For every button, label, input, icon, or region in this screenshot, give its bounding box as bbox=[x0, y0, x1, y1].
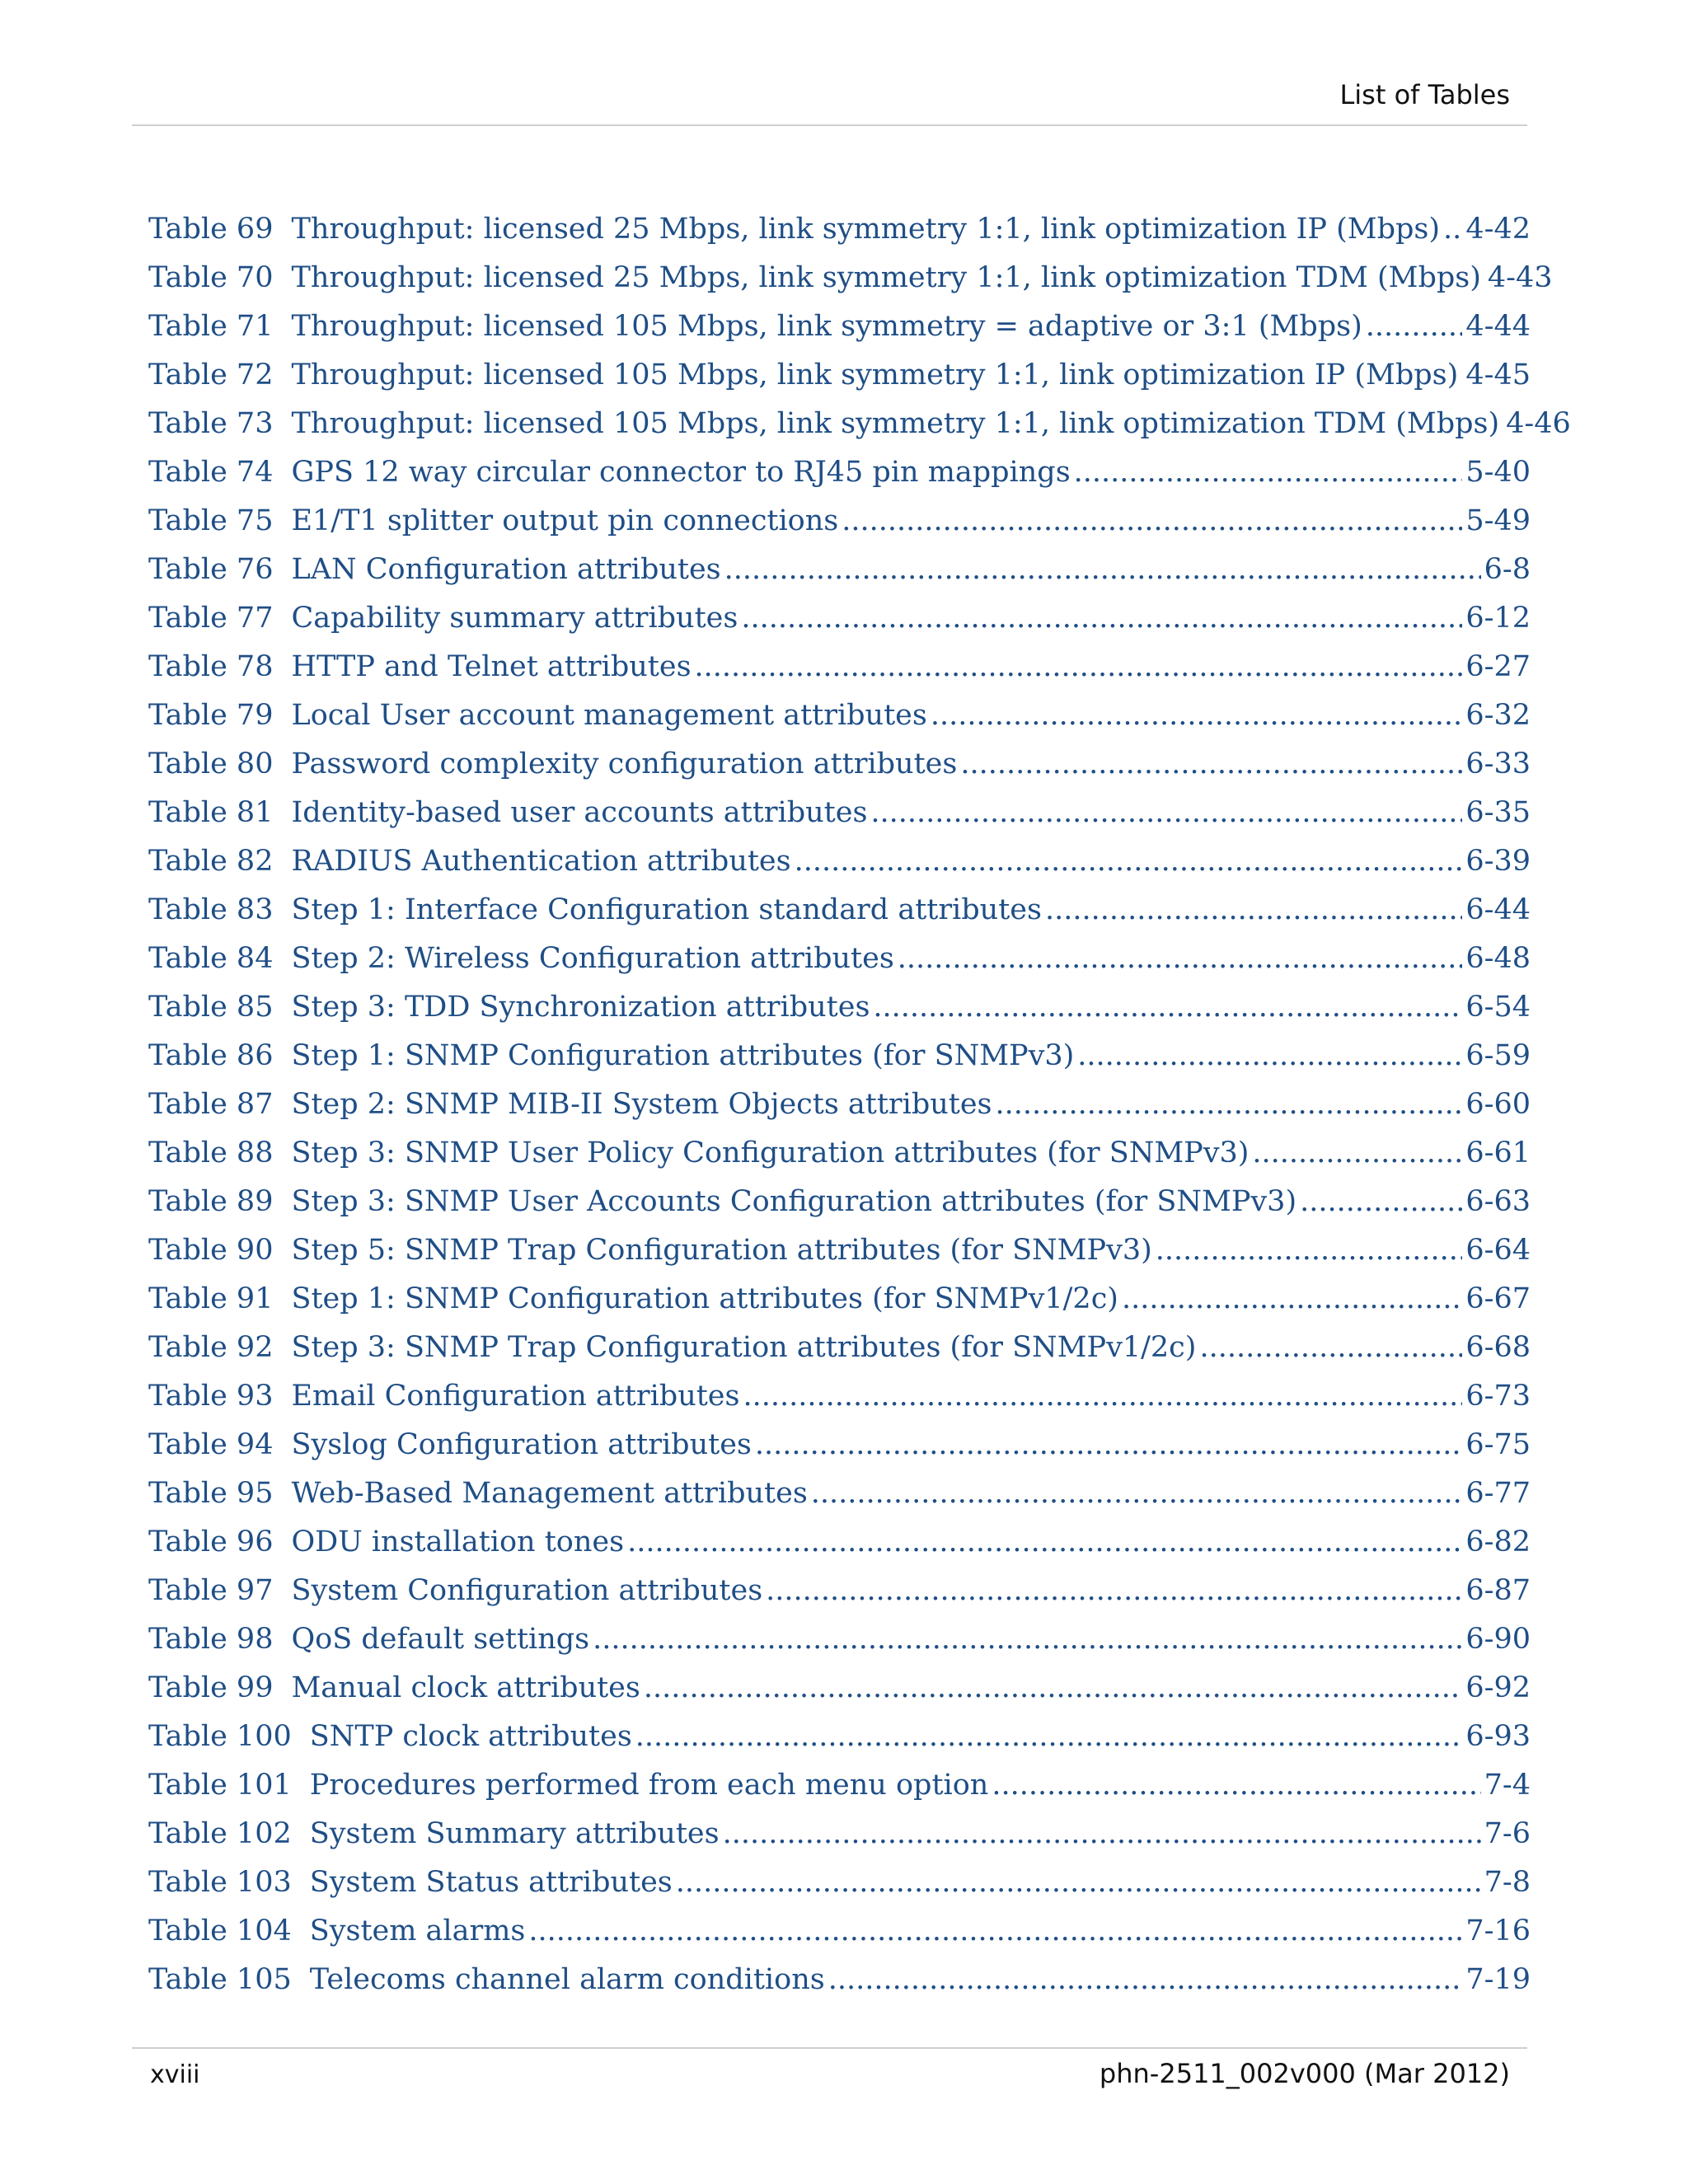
page-ref: 6-32 bbox=[1465, 699, 1531, 732]
table-number: Table 84 bbox=[148, 942, 274, 975]
footer-page-number: xviii bbox=[150, 2060, 200, 2089]
table-number: Table 98 bbox=[148, 1623, 274, 1656]
page-ref: 7-6 bbox=[1484, 1817, 1531, 1850]
page-ref: 6-93 bbox=[1465, 1720, 1531, 1753]
table-title: Throughput: licensed 105 Mbps, link symmetry 1:1, link optimization TDM (Mbps) bbox=[291, 407, 1500, 440]
toc-entry[interactable] bbox=[148, 310, 1531, 359]
table-title: Step 5: SNMP Trap Configuration attributes (for SNMPv3) bbox=[291, 1234, 1152, 1267]
table-number: Table 75 bbox=[148, 504, 274, 537]
page-ref: 6-67 bbox=[1465, 1282, 1531, 1315]
toc-entry[interactable] bbox=[148, 845, 1531, 893]
toc-entry[interactable] bbox=[148, 456, 1531, 504]
toc-entry[interactable] bbox=[148, 942, 1531, 991]
footer-divider bbox=[132, 2047, 1527, 2049]
table-number: Table 104 bbox=[148, 1915, 292, 1947]
toc-entry[interactable] bbox=[148, 1963, 1531, 2012]
table-title: QoS default settings bbox=[291, 1623, 590, 1656]
dot-leader bbox=[1122, 1282, 1462, 1315]
page-ref: 6-27 bbox=[1465, 650, 1531, 683]
toc-entry[interactable] bbox=[148, 1817, 1531, 1866]
table-title: GPS 12 way circular connector to RJ45 pin mappings bbox=[291, 456, 1071, 489]
table-number: Table 94 bbox=[148, 1428, 274, 1461]
table-number: Table 102 bbox=[148, 1817, 292, 1850]
table-title: Throughput: licensed 25 Mbps, link symmetry 1:1, link optimization TDM (Mbps) bbox=[291, 261, 1481, 294]
table-number: Table 76 bbox=[148, 553, 274, 586]
table-number: Table 101 bbox=[148, 1769, 292, 1802]
header-divider bbox=[132, 124, 1527, 126]
table-title: Step 3: SNMP User Policy Configuration attributes (for SNMPv3) bbox=[291, 1137, 1250, 1169]
page-ref: 6-90 bbox=[1465, 1623, 1531, 1656]
table-title: System Configuration attributes bbox=[291, 1574, 763, 1607]
table-number: Table 77 bbox=[148, 602, 274, 635]
dot-leader bbox=[1443, 213, 1462, 246]
table-title: Capability summary attributes bbox=[291, 602, 738, 635]
dot-leader bbox=[1461, 359, 1462, 391]
table-number: Table 69 bbox=[148, 213, 274, 246]
table-number: Table 80 bbox=[148, 748, 274, 780]
dot-leader bbox=[873, 991, 1462, 1024]
dot-leader bbox=[811, 1477, 1463, 1510]
table-number: Table 95 bbox=[148, 1477, 274, 1510]
toc-entry[interactable] bbox=[148, 1623, 1531, 1671]
table-title: LAN Configuration attributes bbox=[291, 553, 721, 586]
page-ref: 6-87 bbox=[1465, 1574, 1531, 1607]
dot-leader bbox=[1045, 893, 1462, 926]
dot-leader bbox=[695, 650, 1463, 683]
toc-entry[interactable] bbox=[148, 893, 1531, 942]
table-title: Step 3: SNMP Trap Configuration attributes (for SNMPv1/2c) bbox=[291, 1331, 1197, 1364]
table-title: Syslog Configuration attributes bbox=[291, 1428, 752, 1461]
toc-entry[interactable] bbox=[148, 1234, 1531, 1282]
table-number: Table 71 bbox=[148, 310, 274, 343]
page-header-title: List of Tables bbox=[1339, 79, 1510, 110]
table-title: Step 1: SNMP Configuration attributes (for SNMPv3) bbox=[291, 1039, 1075, 1072]
table-number: Table 70 bbox=[148, 261, 274, 294]
dot-leader bbox=[828, 1963, 1463, 1996]
toc-entry[interactable] bbox=[148, 699, 1531, 748]
dot-leader bbox=[1300, 1185, 1462, 1218]
table-title: Step 1: Interface Configuration standard attributes bbox=[291, 893, 1042, 926]
page-ref: 6-39 bbox=[1465, 845, 1531, 878]
toc-entry[interactable] bbox=[148, 261, 1553, 310]
toc-entry[interactable] bbox=[148, 1380, 1531, 1428]
dot-leader bbox=[755, 1428, 1462, 1461]
page-ref: 6-68 bbox=[1465, 1331, 1531, 1364]
toc-entry[interactable] bbox=[148, 602, 1531, 650]
dot-leader bbox=[1366, 310, 1463, 343]
table-title: Step 1: SNMP Configuration attributes (for SNMPv1/2c) bbox=[291, 1282, 1118, 1315]
table-number: Table 83 bbox=[148, 893, 274, 926]
table-title: E1/T1 splitter output pin connections bbox=[291, 504, 839, 537]
dot-leader bbox=[842, 504, 1462, 537]
dot-leader bbox=[992, 1769, 1480, 1802]
page-ref: 5-40 bbox=[1465, 456, 1531, 489]
page-ref: 6-92 bbox=[1465, 1671, 1531, 1704]
table-number: Table 87 bbox=[148, 1088, 274, 1121]
table-number: Table 96 bbox=[148, 1526, 274, 1558]
page-ref: 7-4 bbox=[1484, 1769, 1531, 1802]
dot-leader bbox=[723, 1817, 1481, 1850]
table-title: HTTP and Telnet attributes bbox=[291, 650, 692, 683]
table-number: Table 79 bbox=[148, 699, 274, 732]
page-ref: 7-16 bbox=[1465, 1915, 1531, 1947]
page-ref: 6-60 bbox=[1465, 1088, 1531, 1121]
footer-document-id: phn-2511_002v000 (Mar 2012) bbox=[1099, 2058, 1510, 2089]
page-ref: 4-43 bbox=[1487, 261, 1553, 294]
table-number: Table 103 bbox=[148, 1866, 292, 1899]
table-number: Table 85 bbox=[148, 991, 274, 1024]
page-ref: 6-73 bbox=[1465, 1380, 1531, 1413]
table-number: Table 78 bbox=[148, 650, 274, 683]
toc-entry[interactable] bbox=[148, 1574, 1531, 1623]
table-number: Table 93 bbox=[148, 1380, 274, 1413]
table-title: ODU installation tones bbox=[291, 1526, 625, 1558]
dot-leader bbox=[627, 1526, 1462, 1558]
dot-leader bbox=[931, 699, 1463, 732]
toc-entry[interactable] bbox=[148, 650, 1531, 699]
page-ref: 6-35 bbox=[1465, 796, 1531, 829]
page-ref: 4-42 bbox=[1465, 213, 1531, 246]
table-title: Identity-based user accounts attributes bbox=[291, 796, 868, 829]
table-number: Table 82 bbox=[148, 845, 274, 878]
table-title: Throughput: licensed 105 Mbps, link symmetry = adaptive or 3:1 (Mbps) bbox=[291, 310, 1362, 343]
table-number: Table 86 bbox=[148, 1039, 274, 1072]
table-number: Table 72 bbox=[148, 359, 274, 391]
toc-entry[interactable] bbox=[148, 1720, 1531, 1769]
table-title: Web-Based Management attributes bbox=[291, 1477, 808, 1510]
toc-entry[interactable] bbox=[148, 1282, 1531, 1331]
dot-leader bbox=[741, 602, 1462, 635]
table-number: Table 81 bbox=[148, 796, 274, 829]
dot-leader bbox=[960, 748, 1462, 780]
dot-leader bbox=[1199, 1331, 1462, 1364]
toc-entry[interactable] bbox=[148, 553, 1531, 602]
table-number: Table 91 bbox=[148, 1282, 274, 1315]
table-number: Table 90 bbox=[148, 1234, 274, 1267]
toc-entry[interactable] bbox=[148, 1039, 1531, 1088]
dot-leader bbox=[795, 845, 1463, 878]
page-ref: 6-48 bbox=[1465, 942, 1531, 975]
dot-leader bbox=[870, 796, 1462, 829]
table-title: System Summary attributes bbox=[309, 1817, 720, 1850]
page-ref: 5-49 bbox=[1465, 504, 1531, 537]
page-ref: 6-61 bbox=[1465, 1137, 1531, 1169]
table-number: Table 88 bbox=[148, 1137, 274, 1169]
toc-entry[interactable] bbox=[148, 1526, 1531, 1574]
table-title: Local User account management attributes bbox=[291, 699, 927, 732]
page-ref: 6-64 bbox=[1465, 1234, 1531, 1267]
page-ref: 6-33 bbox=[1465, 748, 1531, 780]
page-ref: 7-19 bbox=[1465, 1963, 1531, 1996]
table-title: Throughput: licensed 105 Mbps, link symmetry 1:1, link optimization IP (Mbps) bbox=[291, 359, 1459, 391]
dot-leader bbox=[676, 1866, 1481, 1899]
table-number: Table 74 bbox=[148, 456, 274, 489]
list-of-tables bbox=[148, 213, 1571, 2012]
toc-entry[interactable] bbox=[148, 796, 1531, 845]
table-title: Throughput: licensed 25 Mbps, link symmetry 1:1, link optimization IP (Mbps) bbox=[291, 213, 1441, 246]
toc-entry[interactable] bbox=[148, 1428, 1531, 1477]
toc-entry[interactable] bbox=[148, 359, 1531, 407]
toc-entry[interactable] bbox=[148, 1088, 1531, 1137]
dot-leader bbox=[1252, 1137, 1462, 1169]
dot-leader bbox=[724, 553, 1481, 586]
dot-leader bbox=[1077, 1039, 1462, 1072]
table-number: Table 105 bbox=[148, 1963, 292, 1996]
table-number: Table 73 bbox=[148, 407, 274, 440]
table-number: Table 89 bbox=[148, 1185, 274, 1218]
table-title: Step 3: TDD Synchronization attributes bbox=[291, 991, 870, 1024]
toc-entry[interactable] bbox=[148, 1331, 1531, 1380]
page-ref: 4-44 bbox=[1465, 310, 1531, 343]
table-title: Telecoms channel alarm conditions bbox=[309, 1963, 825, 1996]
table-title: Step 2: SNMP MIB-II System Objects attributes bbox=[291, 1088, 992, 1121]
toc-entry[interactable] bbox=[148, 213, 1531, 261]
page-ref: 6-82 bbox=[1465, 1526, 1531, 1558]
page-ref: 4-45 bbox=[1465, 359, 1531, 391]
page-ref: 4-46 bbox=[1506, 407, 1571, 440]
page-ref: 7-8 bbox=[1484, 1866, 1531, 1899]
table-number: Table 97 bbox=[148, 1574, 274, 1607]
dot-leader bbox=[898, 942, 1463, 975]
table-title: Procedures performed from each menu option bbox=[309, 1769, 989, 1802]
toc-entry[interactable] bbox=[148, 407, 1571, 456]
page-ref: 6-59 bbox=[1465, 1039, 1531, 1072]
dot-leader bbox=[766, 1574, 1462, 1607]
table-title: Email Configuration attributes bbox=[291, 1380, 740, 1413]
toc-entry[interactable] bbox=[148, 991, 1531, 1039]
dot-leader bbox=[528, 1915, 1462, 1947]
table-title: System Status attributes bbox=[309, 1866, 673, 1899]
dot-leader bbox=[644, 1671, 1463, 1704]
toc-entry[interactable] bbox=[148, 1185, 1531, 1234]
dot-leader bbox=[1156, 1234, 1463, 1267]
toc-entry[interactable] bbox=[148, 748, 1531, 796]
table-title: System alarms bbox=[309, 1915, 526, 1947]
page-ref: 6-54 bbox=[1465, 991, 1531, 1024]
table-title: RADIUS Authentication attributes bbox=[291, 845, 791, 878]
dot-leader bbox=[996, 1088, 1463, 1121]
toc-entry[interactable] bbox=[148, 1477, 1531, 1526]
page-ref: 6-77 bbox=[1465, 1477, 1531, 1510]
toc-entry[interactable] bbox=[148, 1671, 1531, 1720]
dot-leader bbox=[635, 1720, 1463, 1753]
page-ref: 6-44 bbox=[1465, 893, 1531, 926]
table-number: Table 100 bbox=[148, 1720, 292, 1753]
page-ref: 6-75 bbox=[1465, 1428, 1531, 1461]
toc-entry[interactable] bbox=[148, 1866, 1531, 1915]
table-title: Password complexity configuration attributes bbox=[291, 748, 958, 780]
toc-entry[interactable] bbox=[148, 1769, 1531, 1817]
page-ref: 6-63 bbox=[1465, 1185, 1531, 1218]
table-title: Manual clock attributes bbox=[291, 1671, 640, 1704]
page-ref: 6-8 bbox=[1484, 553, 1531, 586]
table-number: Table 99 bbox=[148, 1671, 274, 1704]
toc-entry[interactable] bbox=[148, 1137, 1531, 1185]
table-title: SNTP clock attributes bbox=[309, 1720, 632, 1753]
dot-leader bbox=[593, 1623, 1462, 1656]
dot-leader bbox=[1074, 456, 1463, 489]
dot-leader bbox=[743, 1380, 1462, 1413]
table-number: Table 92 bbox=[148, 1331, 274, 1364]
toc-entry[interactable] bbox=[148, 504, 1531, 553]
table-title: Step 2: Wireless Configuration attributes bbox=[291, 942, 894, 975]
toc-entry[interactable] bbox=[148, 1915, 1531, 1963]
table-title: Step 3: SNMP User Accounts Configuration attributes (for SNMPv3) bbox=[291, 1185, 1297, 1218]
page-ref: 6-12 bbox=[1465, 602, 1531, 635]
